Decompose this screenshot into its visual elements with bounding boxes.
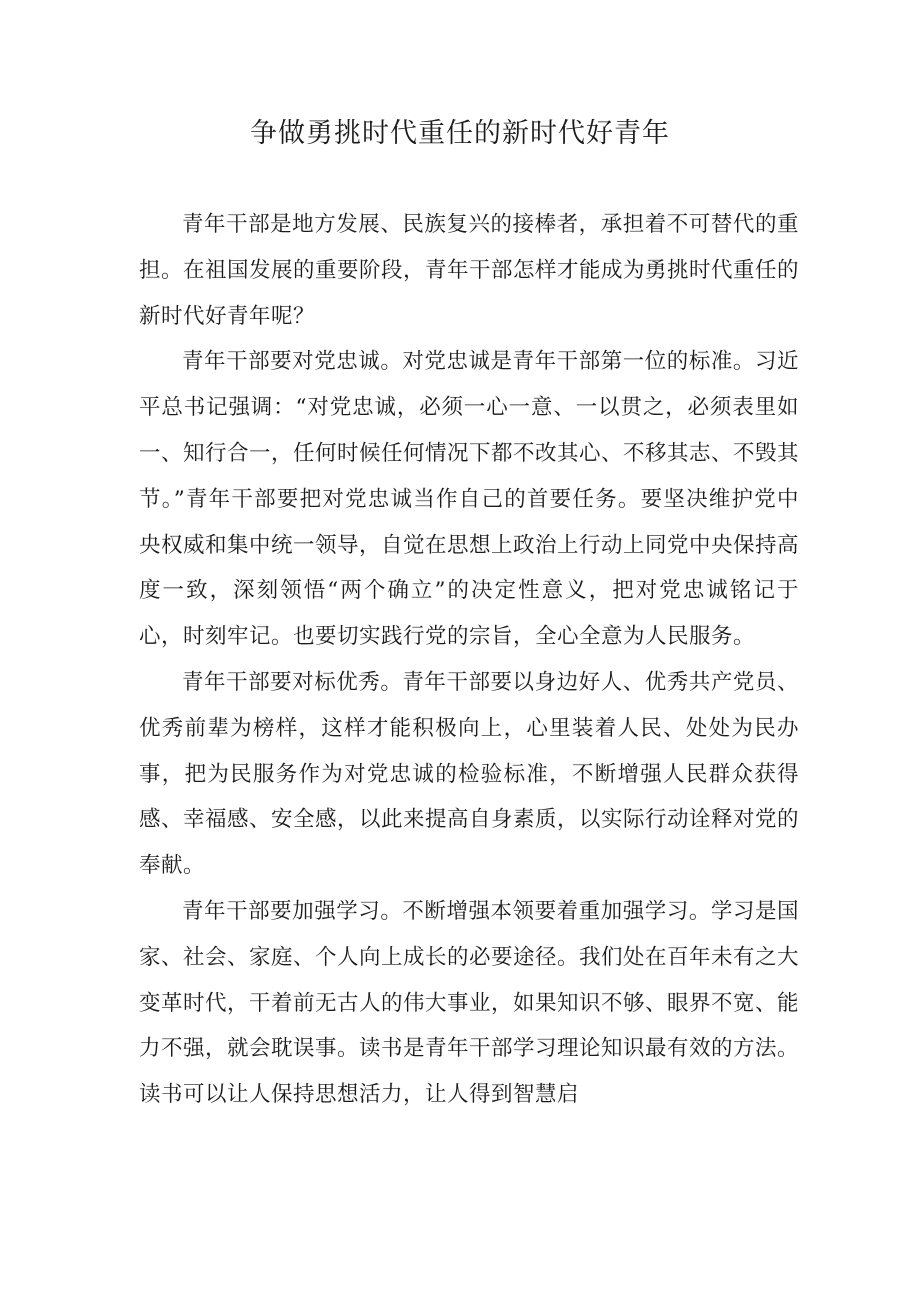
- paragraph-excellence: 青年干部要对标优秀。青年干部要以身边好人、优秀共产党员、优秀前辈为榜样，这样才能积极向上，心里装着人民、处处为民办事，把为民服务作为对党忠诚的检验标准，不断增强人民群众获得感、幸福感、安全感，以此来提高自身素质，以实际行动诠释对党的奉献。: [139, 669, 800, 879]
- paragraph-learning: 青年干部要加强学习。不断增强本领要着重加强学习。学习是国家、社会、家庭、个人向上成长的必要途径。我们处在百年未有之大变革时代，干着前无古人的伟大事业，如果知识不够、眼界不宽、能力不强，就会耽误事。读书是青年干部学习理论知识最有效的方法。读书可以让人保持思想活力，让人得到智慧启: [139, 898, 800, 1108]
- paragraph-loyalty: 青年干部要对党忠诚。对党忠诚是青年干部第一位的标准。习近平总书记强调：“对党忠诚，必须一心一意、一以贯之，必须表里如一、知行合一，任何时候任何情况下都不改其心、不移其志、不毁其节。”青年干部要把对党忠诚当作自己的首要任务。要坚决维护党中央权威和集中统一领导，自觉在思想上政治上行动上同党中央保持高度一致，深刻领悟“两个确立”的决定性意义，把对党忠诚铭记于心，时刻牢记。也要切实践行党的宗旨，全心全意为人民服务。: [139, 349, 800, 650]
- document-body: [139, 202, 799, 1118]
- document-title: 争做勇挑时代重任的新时代好青年: [250, 118, 670, 149]
- paragraph-intro: 青年干部是地方发展、民族复兴的接棒者，承担着不可替代的重担。在祖国发展的重要阶段，青年干部怎样才能成为勇挑时代重任的新时代好青年呢？: [139, 212, 800, 329]
